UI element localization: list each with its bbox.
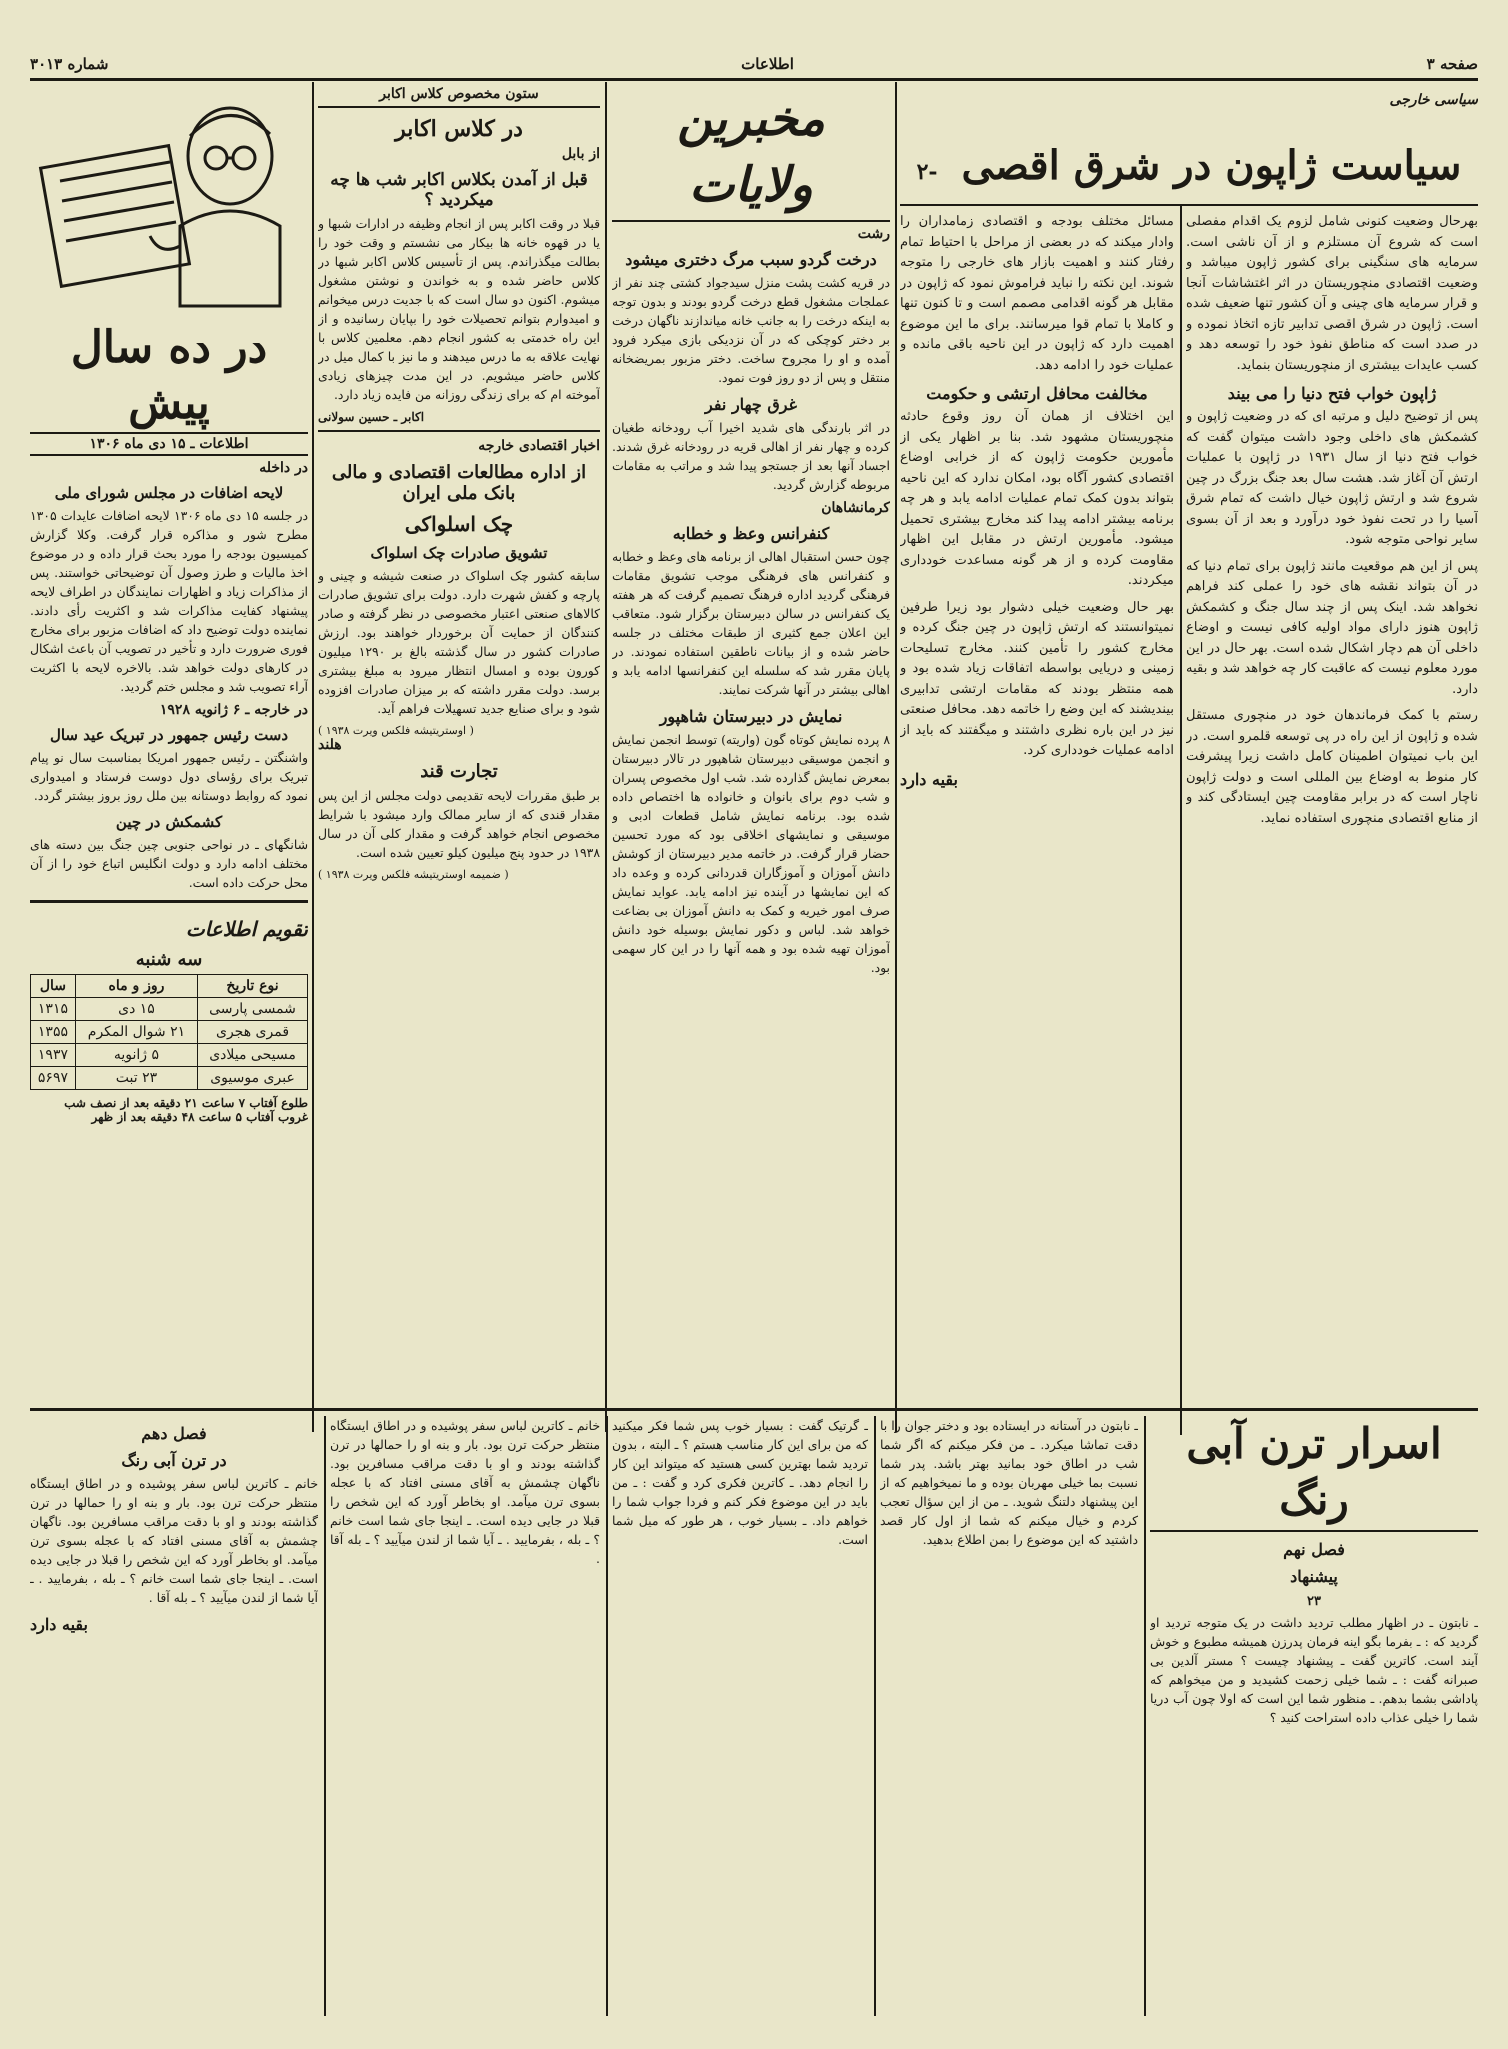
news-paragraph: در اثر بارندگی های شدید اخیرا آب رودخانه طغیان کرده و چهار نفر از اهالی قریه در رودخانه غرق شدند. اجساد آنها بعد از جستجو پیدا شد و مراتب به مقامات مربوطه گزارش گردید. [612, 420, 890, 492]
headline-rule [900, 204, 1478, 206]
calendar-cell: ۵ ژانویه [75, 1044, 197, 1067]
country-label: هلند [318, 737, 342, 753]
calendar-row [31, 1067, 308, 1090]
ten-years-paragraph: واشنگتن ـ رئیس جمهور امریکا بمناسبت سال نو پیام تبریک برای رؤسای دول دوست فرستاد و امیدواری نمود که روابط دوستانه بین ملل روز بروز بیشتر گردد. [30, 750, 308, 803]
article-paragraph: این اختلاف از همان آن روز وقوع حادثه منچوریستان مشهود شد. بنا بر اظهار یکی از مأمورین حکومت ژاپون که از خرابی اوضاع اقتصادی کشور آگاه بود، امکان ندارد که این ناحیه بتواند بدون کمک تمام عملیات ادامه یابد و هر چه برنامه بیشتر ادامه پیدا کند مخارج بیشتری تحمیل میشود. مأمورین ارتش در مقابل این اظهار مقاومت کرده و از هر گونه مساعدت خودداری میکردند. [900, 409, 1174, 588]
calendar-day: سه شنبه [135, 949, 203, 970]
article-paragraph: رستم با کمک فرماندهان خود در منچوری مستقل شده و ژاپون از این راه در پی توسعه قلمرو است. در این باب نمیتوان اطمینان کامل داشت زیرا پیشرفت کار منوط به اوضاع بین المللی است و دولت ژاپون ناچار است که در برابر مقاومت چین ایستادگی کند و از منابع اقتصادی منچوری استفاده نماید. [1186, 708, 1478, 826]
calendar-cell: شمسی پارسی [198, 998, 308, 1021]
foreign-title-text: سیاست ژاپون در شرق اقصی [961, 142, 1462, 189]
ten-years-paragraph: شانگهای ـ در نواحی جنوبی چین جنگ بین دسته های مختلف ادامه دارد و دولت انگلیس اتباع خود را از آن محل حرکت داده است. [30, 837, 308, 890]
calendar-cell: ۱۳۱۵ [31, 998, 76, 1021]
header-rule [30, 78, 1478, 81]
news-headline: غرق چهار نفر [705, 395, 797, 414]
article-paragraph: پس از توضیح دلیل و مرتبه ای که در وضعیت ژاپون و کشمکش های داخلی وجود داشت میتوان گفت که خواب فتح دنیا از سال ۱۹۳۱ در ژاپون با عملیات ارتش آن آغاز شد. هشت سال بعد جنگ بزرگ در چین شروع شد و ارتش ژاپون خیال داشت که تمام شرق آسیا را در تحت نفوذ خود درآورد و بعد از آن بسوی سایر نواحی متوجه شود. [1186, 409, 1478, 547]
calendar-cell: ۱۹۳۷ [31, 1044, 76, 1067]
article-paragraph: بهر حال وضعیت خیلی دشوار بود زیرا طرفین نمیتوانستند که ارتش ژاپون در چین جنگ کرده و مخارج کشور را تأمین کنند. مخارج تسلیحات زمینی و دریایی بواسطه اتفاقات زیاد شده بود و همه منتظر بودند که مقامات ارتشی تدابیری بیندیشند که این وضع را خاتمه دهد. محافل صنعتی نیز در این باره نظری داشتند و میگفتند که باید از ادامه عملیات خودداری کرد. [900, 599, 1174, 758]
chapter-label: فصل نهم [1283, 1540, 1345, 1559]
column-divider [874, 1416, 876, 2016]
section-label: در خارجه ـ ۶ ژانویه ۱۹۲۸ [159, 702, 308, 718]
econ-kicker: اخبار اقتصادی خارجه [478, 438, 600, 454]
ten-years-headline: کشمکش در چین [115, 813, 223, 831]
article-paragraph: بهرحال وضعیت کنونی شامل لزوم یک اقدام مفصلی است که شروع آن مستلزم و از آن ناشی است. سرمایه های سنگینی برای کشور ژاپون میباشد و وضعیت اقتصادی منچوریستان در اثر اغتشاشات آنجا و قرار سرمایه های چینی و آن کشور تنها ضعیف شده است. ژاپون در شرق اقصی تدابیر تازه اتخاذ نموده و در صدد است که مناطق نفوذ خود را توسعه دهد و کسب عایدات بیشتری از منچوریستان بنماید. [1186, 214, 1478, 373]
calendar-row [31, 1021, 308, 1044]
foreign-column-right [1186, 212, 1478, 1402]
column-head: ستون مخصوص کلاس اکابر [318, 86, 600, 108]
serial-column-5 [30, 1416, 318, 2016]
econ-title: از اداره مطالعات اقتصادی و مالی بانک ملی ایران [331, 462, 587, 504]
serial-column-4 [330, 1416, 600, 2016]
section-label: در داخله [259, 460, 308, 476]
column-divider [605, 82, 607, 1432]
dateline: اطلاعات ـ ۱۵ دی ماه ۱۳۰۶ [30, 432, 308, 456]
reading-man-illustration [30, 86, 308, 316]
column-divider [1180, 205, 1182, 1435]
city-name: از بابل [561, 146, 600, 162]
calendar-header: نوع تاریخ [198, 975, 308, 998]
chapter-label: فصل دهم [141, 1424, 207, 1443]
foreign-part: -۲ [916, 159, 938, 185]
column-divider [324, 1416, 326, 2016]
news-paragraph: چون حسن استقبال اهالی از برنامه های وعظ و خطابه و کنفرانس های فرهنگی موجب تشویق مقامات فرهنگی گردید اداره فرهنگ تصمیم گرفت که هر هفته یک کنفرانس در سالن دبیرستان برگزار شود. متعاقب این اعلان جمع کثیری از طبقات مختلف در جلسه حاضر شده و از بیانات ناطقین استفاده نمودند. در پایان مقرر شد که سلسله این کنفرانسها ادامه یابد و اهالی بیشتر در آنها شرکت نمایند. [612, 549, 890, 697]
calendar-table [30, 974, 308, 1090]
provinces-masthead: مخبرین ولایات [677, 91, 825, 213]
city-name: رشت [857, 226, 890, 242]
calendar-header: سال [31, 975, 76, 998]
news-paragraph: در قریه کشت پشت منزل سیدجواد کشتی چند نفر از عملجات مشغول قطع درخت گردو بودند و بدون توجه به اینکه درخت را به جانب خانه میاندازند ناگهان درخت بر دختر کوچکی که در آن نزدیکی بازی میکرد فرود آمده و او را مجروح ساخت. دختر مزبور بمریضخانه منتقل و پس از دو روز فوت نمود. [612, 275, 890, 385]
city-name: کرمانشاهان [821, 500, 890, 516]
econ-headline: تشویق صادرات چک اسلواک [370, 544, 548, 562]
econ-source: ( اوستریتیشه فلکس ویرت ۱۹۳۸ ) [318, 724, 474, 737]
section-tag: سیاسی خارجی [1389, 92, 1478, 108]
issue-number: شماره ۳۰۱۳ [30, 55, 109, 73]
trade-source: ( ضمیمه اوستریتیشه فلکس ویرت ۱۹۳۸ ) [318, 868, 509, 881]
section-rule [318, 430, 600, 432]
econ-paragraph: سابقه کشور چک اسلواک در صنعت شیشه و چینی و پارچه و کفش شهرت دارد. دولت برای تشویق صادرات کالاهای صنعتی اعتبار مخصوصی در نظر گرفته و صادر کنندگان از حمایت آن برخوردار خواهند بود. ارزش صادرات کشور در سال گذشته بالغ بر ۱۲۹۰ میلیون کورون بوده و امسال انتظار میرود به مبلغ بیشتری برسد. دولت مقرر داشته که بر میزان صادرات افزوده شود و برای صنایع جدید تسهیلات فراهم آید. [318, 568, 600, 716]
calendar-row [31, 998, 308, 1021]
article-paragraph: پس از این هم موقعیت مانند ژاپون برای تمام دنیا که در آن بتواند نقشه های خود را عملی کند فراهم نخواهد شد. اینک پس از چند سال جنگ و کشمکش ژاپون هنوز دارای مواد اولیه کافی نیست و اوضاع داخلی آن هم دچار اشکال شده است. بهر حال در این مورد معلوم نیست که عاقبت کار چه خواهد شد و بقیه دارد. [1186, 558, 1478, 697]
foreign-title [900, 142, 1478, 189]
serial-paragraph: ـ نابتون در آستانه در ایستاده بود و دختر جوان را با دقت تماشا میکرد. ـ من فکر میکنم که اگر شما شب در اطاق خود بمانید بهتر باشد. پدر شما نسبت بما خیلی مهربان بوده و ما نمیخواهیم که از این پیشنهاد دلتنگ شوید. ـ من از این سؤال تعجب کردم و خیال میکنم که شما از اول کار قصد داشتید که این موضوع را بمن اطلاع بدهید. [880, 1418, 1138, 1547]
classes-paragraph: قبلا در وقت اکابر پس از انجام وظیفه در ادارات شبها و یا در قهوه خانه ها بیکار می نشستم و وقت خود را بطالت میگذراندم. پس از تأسیس کلاس اکابر شبها در کلاس حاضر شده و به خواندن و نوشتن مشغول میشوم. اکنون دو سال است که با جدیت درس میخوانم و امیدوارم بتوانم تحصیلات خود را بپایان رسانیده و از این راه خدمتی به کشور انجام دهم. معلمین کلاس با نهایت علاقه به ما درس میدهند و ما نیز با کمال میل در کلاس حاضر میشویم. در این مدت چیزهای زیادی آموخته ام که برای زندگی روزانه من فایده زیاد دارد. [318, 216, 600, 402]
serial-paragraph: خانم ـ کاترین لباس سفر پوشیده و در اطاق ایستگاه منتظر حرکت ترن بود. بار و بنه او را حمالها در ترن گذاشته بودند و او با دقت مراقب مسافرین بود. ناگهان چشمش به آقای مسنی افتاد که با عجله بسوی ترن میآمد. او بخاطر آورد که این شخص را قبلا در جایی دیده است. ـ اینجا جای شما است خانم ؟ ـ بله ، بفرمایید . ـ آیا شما از لندن میآیید ؟ ـ بله آقا . [30, 1476, 318, 1605]
calendar-cell: ۱۵ دی [75, 998, 197, 1021]
page-header [30, 52, 1478, 76]
serial-paragraph: ـ نابتون ـ در اظهار مطلب تردید داشت در یک متوجه تردید او گردید که : ـ بفرما بگو اینه فرمان پدرزن همیشه مطبوع و خوش آیند است. کاترین گفت ـ پیشنهاد چیست ؟ مستر آلدین بی صبرانه گفت : ـ شما خیلی زحمت کشیدید و من میخواهم که پاداشی بشما بدهم. ـ منظور شما این است که اولا چون آب دریا شما را خیلی عذاب داده استراحت کنید ؟ [1150, 1615, 1478, 1725]
calendar-cell: ۵۶۹۷ [31, 1067, 76, 1090]
column-divider [1144, 1416, 1146, 2016]
calendar-header: روز و ماه [75, 975, 197, 998]
column-divider [606, 1416, 608, 2016]
calendar-cell: ۲۳ تبت [75, 1067, 197, 1090]
paper-name: اطلاعات [741, 55, 794, 73]
calendar-cell: قمری هجری [198, 1021, 308, 1044]
section-rule [30, 1408, 1478, 1411]
ten-years-masthead: در ده سال پیش [70, 322, 268, 429]
calendar-cell: عبری موسیوی [198, 1067, 308, 1090]
sunset-line: غروب آفتاب ۵ ساعت ۴۸ دقیقه بعد از ظهر [91, 1110, 308, 1124]
news-headline: کنفرانس وعظ و خطابه [672, 524, 830, 543]
column-divider [312, 82, 314, 1432]
ten-years-headline: دست رئیس جمهور در تبریک عید سال [49, 726, 289, 744]
page-number: صفحه ۳ [1426, 55, 1478, 73]
masthead-rule [612, 220, 890, 222]
column-divider [895, 82, 897, 1432]
serial-column-3 [612, 1416, 868, 2016]
classes-question: قبل از آمدن بکلاس اکابر شب ها چه میکردید ؟ [330, 170, 588, 210]
serial-paragraph: خانم ـ کاترین لباس سفر پوشیده و در اطاق ایستگاه منتظر حرکت ترن بود. بار و بنه او را حمالها در ترن گذاشته بودند و او با دقت مراقب مسافرین بود. ناگهان چشمش به آقای مسنی افتاد که با عجله بسوی ترن میآمد. او بخاطر آورد که این شخص را قبلا در جایی دیده است. ـ اینجا جای شما است خانم ؟ ـ بله ، بفرمایید . ـ آیا شما از لندن میآیید ؟ ـ بله آقا . [330, 1418, 600, 1566]
chapter-title: در ترن آبی رنگ [121, 1451, 227, 1470]
serial-title: اسرار ترن آبی رنگ [1186, 1419, 1442, 1524]
illustration-lines [41, 108, 280, 306]
subheading: ژاپون خواب فتح دنیا را می بیند [1227, 384, 1437, 403]
foreign-column-left [900, 212, 1174, 1402]
trade-paragraph: بر طبق مقررات لایحه تقدیمی دولت مجلس از این پس مقدار قندی که از سایر ممالک وارد میشود با شرایط مخصوص انجام خواهد گرفت و مقدار کلی آن در سال ۱۹۳۸ در حدود پنج میلیون کیلو تعیین شده است. [318, 788, 600, 860]
article-paragraph: مسائل مختلف بودجه و اقتصادی زمامداران را وادار میکند که در بعضی از مراحل با احتیاط تمام رفتار کنند و اهمیت بازار های خارجی را متوجه شوند. این نکته را نباید فراموش نمود که ژاپون در مقابل هر گونه اقدامی مصمم است و تا کنون تنها و کاملا با تمام قوا میرسانند. برای ما این موضوع اهمیت دارد که ژاپون در این ناحیه باقی مانده و عملیات خود را ادامه دهد. [900, 214, 1174, 373]
trade-headline: تجارت قند [420, 761, 498, 782]
serial-column-2 [880, 1416, 1138, 2016]
news-headline: نمایش در دبیرستان شاهپور [659, 707, 843, 726]
continued-note: بقیه دارد [30, 1615, 88, 1634]
econ-subtitle: چک اسلواکی [404, 512, 514, 536]
calendar-cell: ۲۱ شوال المکرم [75, 1021, 197, 1044]
calendar-title: تقویم اطلاعات [185, 917, 308, 941]
classes-column [318, 86, 600, 1404]
subheading: مخالفت محافل ارتشی و حکومت [926, 384, 1148, 403]
news-headline: درخت گردو سبب مرگ دختری میشود [625, 250, 877, 269]
ten-years-paragraph: در جلسه ۱۵ دی ماه ۱۳۰۶ لایحه اضافات عایدات ۱۳۰۵ مطرح شور و مذاکره قرار گرفت. وکلا گزارش کمیسیون بودجه را مورد بحث قرار داده و در موضوع اخذ مالیات و طرز وصول آن توضیحاتی خواستند. پس از مذاکرات زیاد و اظهارات نمایندگان در اطراف لایحه پیشنهاد کفایت مذاکرات شد و اکثریت رأی دادند. نماینده دولت توضیح داد که اضافات مزبور برای مخارج فوری ضرورت دارد و تأخیر در تصویب آن باعث اشکال در کارهای دولت خواهد شد. بالاخره لایحه با اکثریت آراء تصویب شد و مجلس ختم گردید. [30, 508, 308, 694]
classes-title: در کلاس اکابر [395, 116, 523, 142]
ten-years-column [30, 86, 308, 1404]
signature: اکابر ـ حسین سولانی [318, 410, 425, 424]
calendar-cell: مسیحی میلادی [198, 1044, 308, 1067]
serial-column-1 [1150, 1416, 1478, 2016]
calendar-box [30, 900, 308, 1124]
ten-years-headline: لایحه اضافات در مجلس شورای ملی [54, 484, 284, 502]
sunrise-line: طلوع آفتاب ۷ ساعت ۲۱ دقیقه بعد از نصف شب [64, 1096, 308, 1110]
chapter-title: پیشنهاد [1290, 1567, 1338, 1586]
continued-note: بقیه دارد [900, 769, 958, 789]
episode-number: ۲۳ [1307, 1594, 1321, 1609]
foreign-headline-block [900, 86, 1478, 204]
title-rule [1150, 1530, 1478, 1532]
provinces-column [612, 86, 890, 1404]
serial-paragraph: ـ گرتیک گفت : بسیار خوب پس شما فکر میکنید که من برای این کار مناسب هستم ؟ ـ البته ، بدون تردید شما بهترین کسی هستید که میتواند این کار را انجام دهد. ـ کاترین فکری کرد و گفت : ـ من باید در این موضوع فکر کنم و فردا جواب شما را خواهم داد. ـ بسیار خوب ، هر طور که میل شما است. [612, 1418, 868, 1547]
calendar-cell: ۱۳۵۵ [31, 1021, 76, 1044]
news-paragraph: ۸ پرده نمایش کوتاه گون (واریته) توسط انجمن نمایش و انجمن موسیقی دبیرستان شاهپور در تالار دبیرستان بمعرض نمایش گذارده شد. شب اول مخصوص پسران و شب دوم برای بانوان و خانواده ها اختصاص داده شده بود. برنامه نمایش شامل قطعات ادبی و موسیقی و نمایشهای اخلاقی بود که مورد تحسین حضار قرار گرفت. در خاتمه مدیر دبیرستان از کوشش دانش آموزان و آموزگاران قدردانی کرده و وعده داد که این نمایشها در آینده نیز ادامه یابد. عواید نمایش صرف امور خیریه و کمک به دانش آموزان بی بضاعت خواهد شد. لباس و دکور نمایش بوسیله خود دانش آموزان تهیه شده بود و همه آنها را در این کار سهمی بود. [612, 732, 890, 975]
calendar-row [31, 1044, 308, 1067]
